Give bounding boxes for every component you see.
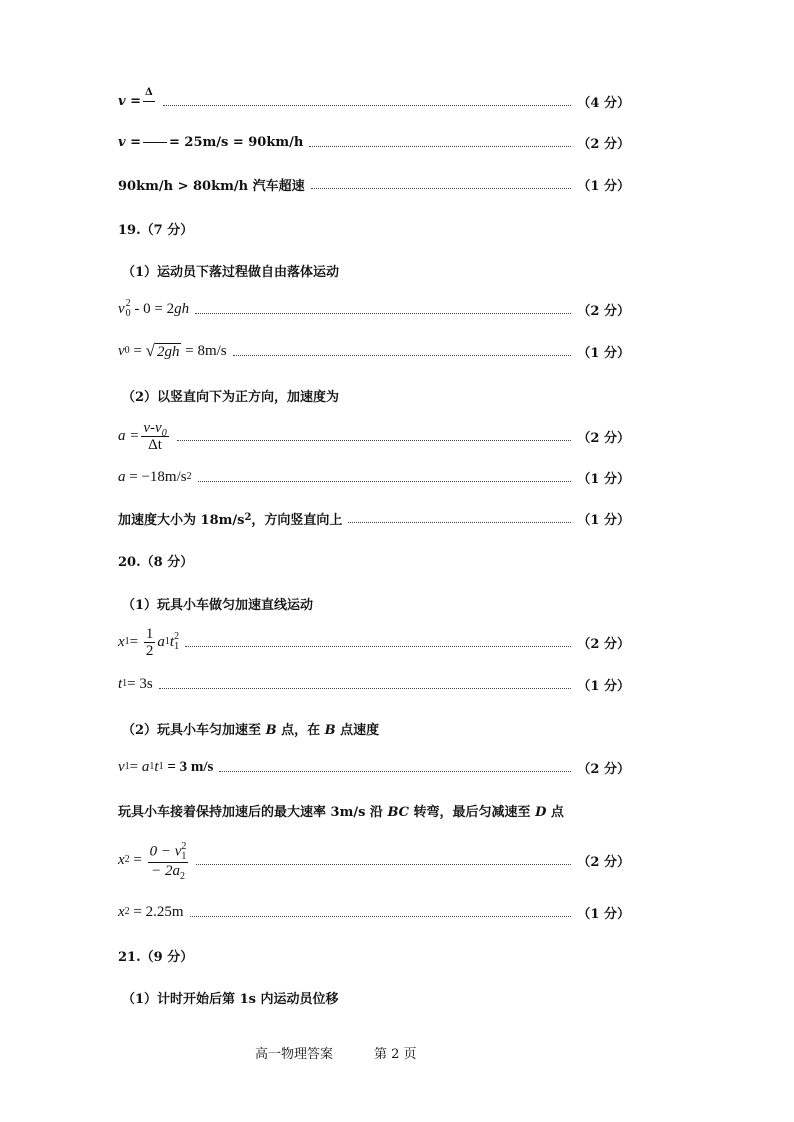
dot-leader: [163, 105, 572, 106]
q19-eq3: [118, 419, 630, 453]
q19-part2: （2）以竖直向下为正方向，加速度为: [122, 390, 340, 405]
q20-part2: （2）玩具小车匀加速至 B 点，在 B 点速度: [122, 723, 380, 738]
formula: v = Δ: [118, 85, 157, 118]
formula: v 1 = a 1 t 1 = 3 m/s: [118, 758, 214, 775]
fraction: $\frac{v-v_0}{\Delta t}$: [143, 419, 167, 453]
q20-eq4: [118, 840, 630, 880]
q20-eq1: [118, 624, 630, 660]
formula: x 1 = $\frac{1}{2}$ a 1 t 2 1: [118, 625, 180, 659]
footer-title: 高一物理答案: [255, 1047, 334, 1062]
fraction: $\frac{1}{2}$: [145, 625, 154, 659]
score: （1 分）: [577, 345, 630, 361]
dot-leader: [177, 440, 572, 441]
q20-description: 玩具小车接着保持加速后的最大速率 3m/s 沿 BC 转弯，最后匀减速至 D 点: [118, 805, 564, 820]
dot-leader: [196, 864, 571, 865]
dot-leader: [185, 646, 571, 647]
fraction: [143, 126, 167, 159]
score: （2 分）: [577, 854, 630, 870]
dot-leader: [309, 146, 571, 147]
fraction: 0 − v 2 1 − $2a_2$: [149, 840, 187, 882]
formula: a = $\frac{v-v_0}{\Delta t}$: [118, 419, 167, 453]
score: （1 分）: [577, 512, 630, 528]
dot-leader: [159, 688, 572, 689]
footer-page-number: 第 2 页: [374, 1047, 417, 1062]
score: （2 分）: [577, 761, 630, 777]
dot-leader: [311, 188, 572, 189]
q18-conclusion: 90km/h > 80km/h 汽车超速 （1 分）: [118, 171, 630, 197]
score: （1 分）: [577, 178, 630, 194]
fraction: Δ: [143, 85, 155, 118]
q21-heading: 21.（9 分）: [118, 950, 194, 965]
formula: t 1 = 3s: [118, 675, 153, 692]
score: （1 分）: [577, 906, 630, 922]
q20-eq3: [118, 754, 630, 780]
score: （2 分）: [577, 430, 630, 446]
score: （2 分）: [577, 636, 630, 652]
score: （4 分）: [577, 95, 630, 111]
q21-part1: （1）计时开始后第 1s 内运动员位移: [122, 992, 339, 1007]
q19-eq2: [118, 338, 630, 364]
score: （2 分）: [577, 136, 630, 152]
dot-leader: [219, 771, 571, 772]
dot-leader: [195, 313, 571, 314]
dot-leader: [233, 355, 572, 356]
dot-leader: [198, 481, 572, 482]
q20-heading: 20.（8 分）: [118, 555, 194, 570]
q19-part1: （1）运动员下落过程做自由落体运动: [122, 265, 340, 280]
formula: x 2 = 2.25m: [118, 903, 184, 920]
q19-eq4: [118, 464, 630, 490]
dot-leader: [190, 916, 572, 917]
dot-leader: [348, 522, 571, 523]
q20-eq2: [118, 671, 630, 697]
formula: v 2 0 - 0 = 2 g h: [118, 298, 190, 319]
q20-eq5: [118, 899, 630, 925]
q18-eq-line1: [118, 88, 630, 114]
formula: a = −18m/s 2: [118, 468, 192, 485]
score: （1 分）: [577, 471, 630, 487]
score: （1 分）: [577, 678, 630, 694]
q19-heading: 19.（7 分）: [118, 223, 194, 238]
q19-conclusion: 加速度大小为 18m/s 2 ，方向竖直向上 （1 分）: [118, 505, 630, 531]
q18-eq-line2: [118, 129, 630, 155]
q20-part1: （1）玩具小车做匀加速直线运动: [122, 598, 314, 613]
formula: x 2 = 0 − v 2 1 − $2a_2$: [118, 840, 187, 882]
square-root: √ 2gh: [145, 341, 180, 360]
score: （2 分）: [577, 303, 630, 319]
formula: v = = 25m/s = 90km/h: [118, 126, 303, 159]
formula: v 0 = √ 2gh = 8m/s: [118, 341, 227, 360]
q19-eq1: [118, 296, 630, 322]
